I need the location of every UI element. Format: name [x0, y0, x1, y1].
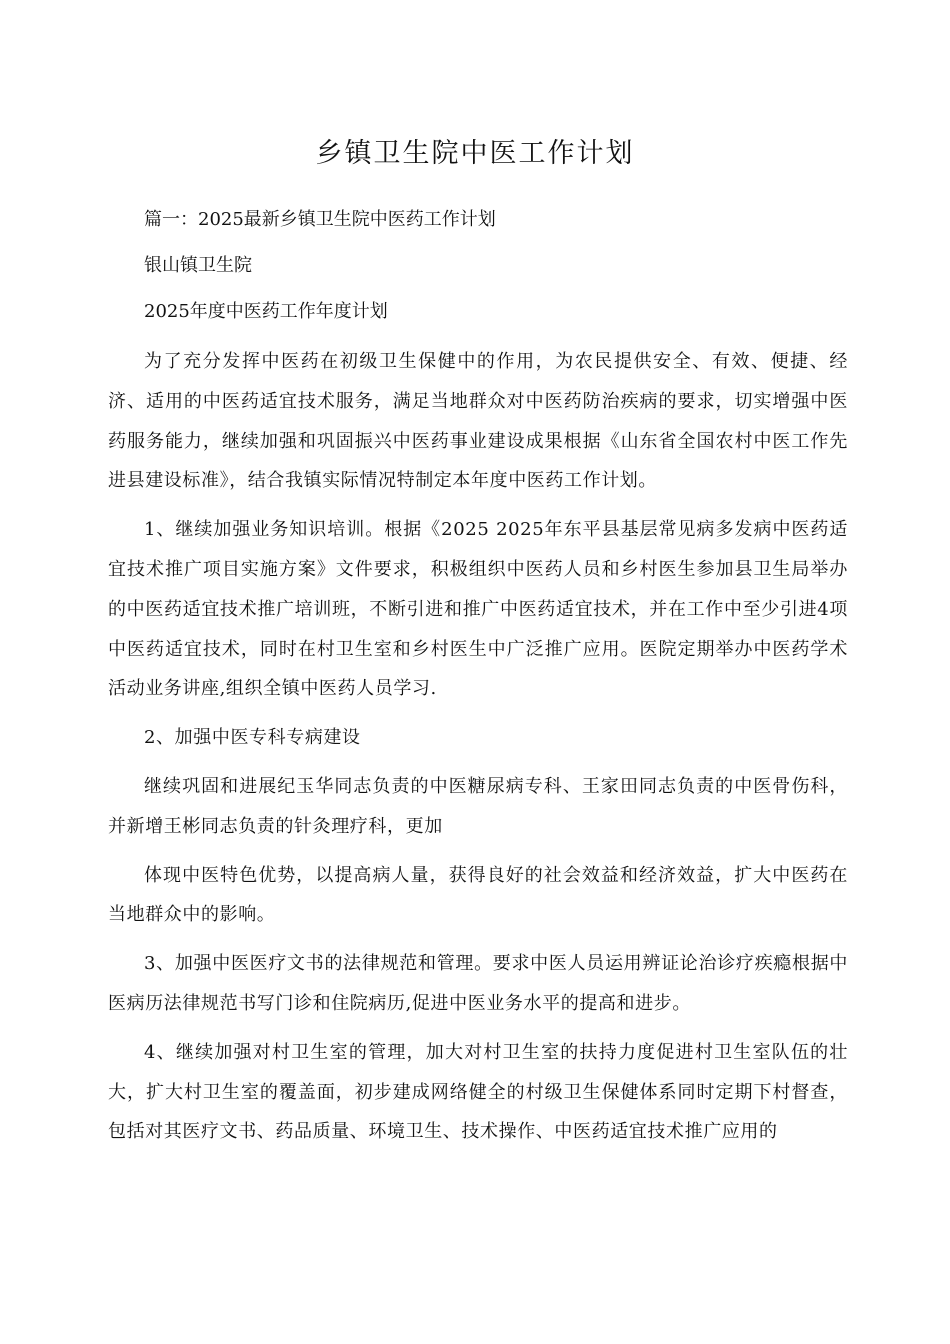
- document-title: 乡镇卫生院中医工作计划: [315, 138, 635, 169]
- section-heading: 篇一：2025最新乡镇卫生院中医药工作计划: [144, 209, 496, 230]
- item-4-paragraph: 4、继续加强对村卫生室的管理，加大对村卫生室的扶持力度促进村卫生室队伍的壮大，扩大村卫生室的覆盖面，初步建成网络健全的村级卫生保健体系同时定期下村督查，包括对其医疗文书、药品质量、环境卫生、技术操作、中医药适宜技术推广应用的: [108, 1041, 848, 1143]
- plan-title: 2025年度中医药工作年度计划: [144, 301, 388, 322]
- organization-name: 银山镇卫生院: [144, 255, 252, 276]
- item-1-paragraph: 1、继续加强业务知识培训。根据《2025 2025年东平县基层常见病多发病中医药适宜技术推广项目实施方案》文件要求，积极组织中医药人员和乡村医生参加县卫生局举办的中医药适宜技术推广培训班，不断引进和推广中医药适宜技术，并在工作中至少引进4项中医药适宜技术，同时在村卫生室和乡村医生中广泛推广应用。医院定期举办中医药学术活动业务讲座,组织全镇中医药人员学习.: [108, 519, 848, 700]
- item-2-paragraph: 继续巩固和进展纪玉华同志负责的中医糖尿病专科、王家田同志负责的中医骨伤科，并新增王彬同志负责的针灸理疗科，更加: [108, 775, 848, 837]
- document-body: [108, 197, 848, 1152]
- item-2-continuation: 体现中医特色优势，以提高病人量，获得良好的社会效益和经济效益，扩大中医药在当地群众中的影响。: [108, 864, 848, 926]
- item-3-paragraph: 3、加强中医医疗文书的法律规范和管理。要求中医人员运用辨证论治诊疗疾瘾根据中医病历法律规范书写门诊和住院病历,促进中医业务水平的提高和进步。: [108, 953, 848, 1014]
- item-2-heading: 2、加强中医专科专病建设: [144, 727, 361, 749]
- intro-paragraph: 为了充分发挥中医药在初级卫生保健中的作用，为农民提供安全、有效、便捷、经济、适用的中医药适宜技术服务，满足当地群众对中医药防治疾病的要求，切实增强中医药服务能力，继续加强和巩固振兴中医药事业建设成果根据《山东省全国农村中医工作先进县建设标准》，结合我镇实际情况特制定本年度中医药工作计划。: [108, 351, 848, 492]
